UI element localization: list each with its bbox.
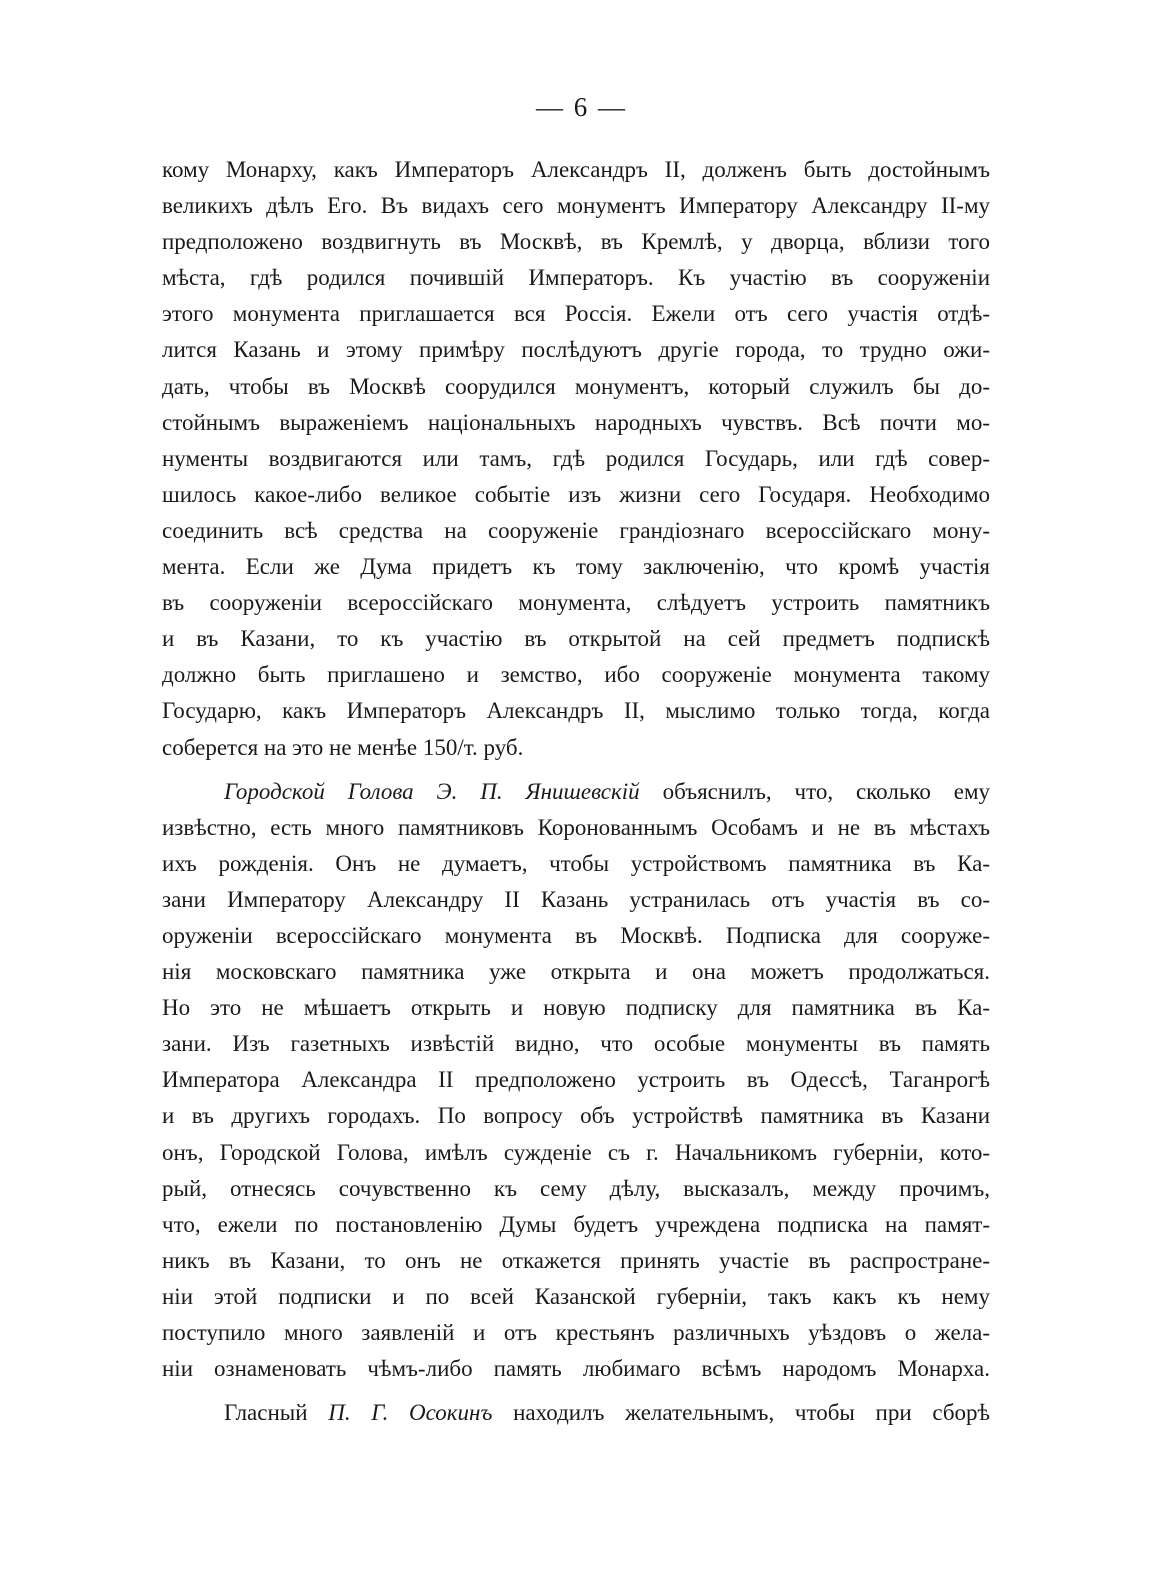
text-line: должно быть приглашено и земство, ибо сооруженіе монумента такому — [162, 662, 990, 688]
text-line: соберется на это не менѣе 150/т. руб. — [162, 734, 524, 760]
speaker-name: П. Г. Осокинъ — [328, 1400, 493, 1426]
text-line: этого монумента приглашается вся Россія. Ежели отъ сего участія отдѣ- — [162, 301, 990, 327]
text-line: нументы воздвигаются или тамъ, гдѣ родился Государь, или гдѣ совер- — [162, 445, 990, 471]
text-line: извѣстно, есть много памятниковъ Коронованнымъ Особамъ и не въ мѣстахъ — [162, 814, 990, 840]
text-line: ихъ рожденія. Онъ не думаетъ, чтобы устройствомъ памятника въ Ка- — [162, 850, 990, 876]
page-number: — 6 — — [536, 92, 627, 122]
paragraph-2 — [162, 774, 990, 1388]
text-line: дать, чтобы въ Москвѣ соорудился монументъ, который служилъ бы до- — [162, 373, 990, 399]
text-line: предположено воздвигнуть въ Москвѣ, въ Кремлѣ, у дворца, вблизи того — [162, 229, 990, 255]
line-text: находилъ желательнымъ, чтобы при сборѣ — [513, 1400, 990, 1426]
text-line: шилось какое-либо великое событіе изъ жизни сего Государя. Необходимо — [162, 481, 990, 507]
text-line — [162, 1395, 990, 1431]
text-line: и въ другихъ городахъ. По вопросу объ устройствѣ памятника въ Казани — [162, 1103, 990, 1129]
text-line: лится Казань и этому примѣру послѣдуютъ другіе города, то трудно ожи- — [162, 337, 990, 363]
text-line: оруженіи всероссійскаго монумента въ Москвѣ. Подписка для сооруже- — [162, 922, 990, 948]
text-line: мѣста, гдѣ родился почившій Императоръ. Къ участію въ сооруженіи — [162, 265, 990, 291]
text-line: великихъ дѣлъ Его. Въ видахъ сего монументъ Императору Александру II-му — [162, 193, 990, 219]
speaker-name: Городской Голова Э. П. Янишевскій — [224, 778, 640, 804]
text-line: рый, отнесясь сочувственно къ сему дѣлу, высказалъ, между прочимъ, — [162, 1175, 990, 1201]
text-line: мента. Если же Дума придетъ къ тому заключенію, что кромѣ участія — [162, 554, 990, 580]
paragraph-3 — [162, 1395, 990, 1431]
text-line: кому Монарху, какъ Императоръ Александръ II, долженъ быть достойнымъ — [162, 157, 990, 182]
text-line: онъ, Городской Голова, имѣлъ сужденіе съ г. Начальникомъ губерніи, кото- — [162, 1139, 990, 1165]
text-line: Но это не мѣшаетъ открыть и новую подписку для памятника въ Ка- — [162, 995, 990, 1021]
text-line: въ сооруженіи всероссійскаго монумента, слѣдуетъ устроить памятникъ — [162, 590, 990, 616]
paragraph-1 — [162, 152, 990, 766]
body-text — [162, 152, 990, 1431]
text-line: нія московскаго памятника уже открыта и она можетъ продолжаться. — [162, 959, 990, 985]
text-line: Государю, какъ Императоръ Александръ II, мыслимо только тогда, когда — [162, 698, 990, 724]
line-lead: Гласный — [224, 1400, 308, 1426]
text-line: Императора Александра II предположено устроить въ Одессѣ, Таганрогѣ — [162, 1067, 990, 1093]
text-line — [162, 774, 990, 810]
text-line: зани Императору Александру II Казань устранилась отъ участія въ со- — [162, 886, 990, 912]
text-line: стойнымъ выраженіемъ національныхъ народныхъ чувствъ. Всѣ почти мо- — [162, 409, 990, 435]
text-line: и въ Казани, то къ участію въ открытой на сей предметъ подпискѣ — [162, 626, 990, 652]
text-line: ніи этой подписки и по всей Казанской губерніи, такъ какъ къ нему — [162, 1283, 990, 1309]
text-line: соединить всѣ средства на сооруженіе грандіознаго всероссійскаго мону- — [162, 517, 990, 543]
text-line: зани. Изъ газетныхъ извѣстій видно, что особые монументы въ память — [162, 1031, 990, 1057]
text-line: поступило много заявленій и отъ крестьянъ различныхъ уѣздовъ о жела- — [162, 1320, 990, 1345]
text-line: никъ въ Казани, то онъ не откажется принять участіе въ распростране- — [162, 1247, 990, 1273]
text-line: ніи ознаменовать чѣмъ-либо память любимаго всѣмъ народомъ Монарха. — [162, 1356, 990, 1382]
text-line: что, ежели по постановленію Думы будетъ учреждена подписка на памят- — [162, 1211, 990, 1237]
line-text: объяснилъ, что, сколько ему — [662, 778, 990, 804]
